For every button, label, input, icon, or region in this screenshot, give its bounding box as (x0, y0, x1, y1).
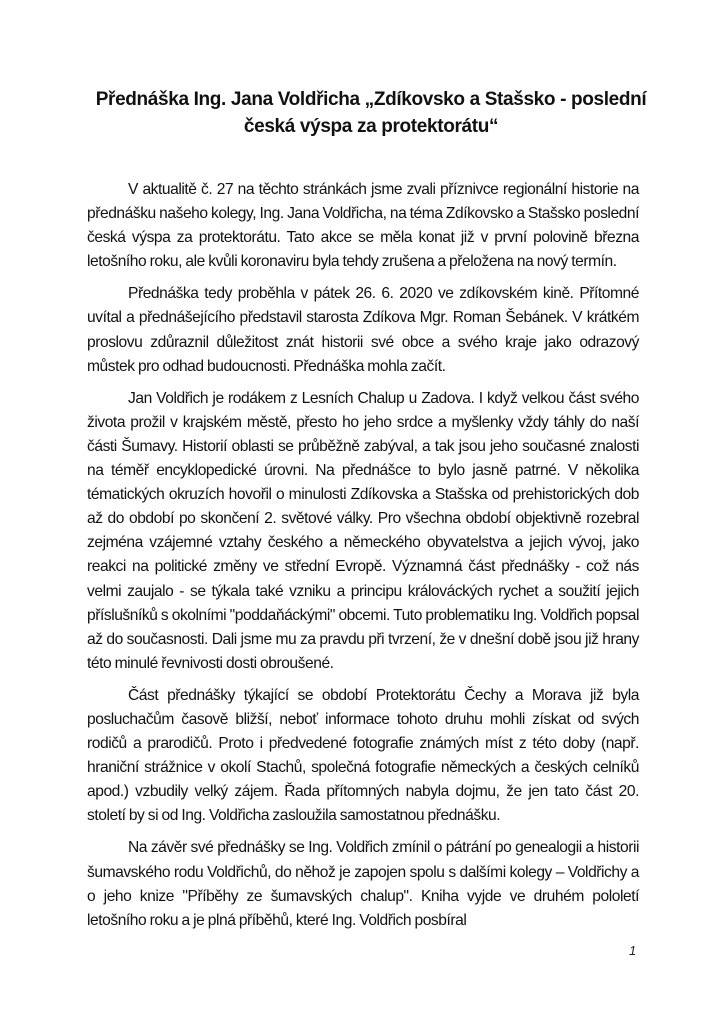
paragraph-event-opening: Přednáška tedy proběhla v pátek 26. 6. 2020 ve zdíkovském kině. Přítomné uvítal a přednášejícího představil starosta Zdíkova Mgr. Roman Šebánek. V krátkém proslovu zdůraznil důležitost znát historii své obce a svého kraje jako odrazový můstek pro odhad budoucnosti. Přednáška mohla začít. (87, 285, 639, 375)
paragraph-conclusion: Na závěr své přednášky se Ing. Voldřich zmínil o pátrání po genealogii a historii šumavského rodu Voldřichů, do něhož je zapojen spolu s dalšími kolegy – Voldřichy a o jeho knize "Příběhy ze šumavských chalup". Kniha vyjde ve druhém pololetí letošního roku a je plná příběhů, které Ing. Voldřich posbíral (87, 839, 639, 929)
paragraph-announcement: V aktualitě č. 27 na těchto stránkách jsme zvali příznivce regionální historie na přednášku našeho kolegy, Ing. Jana Voldřicha, na téma Zdíkovsko a Stašsko poslední česká výspa za protektorátu. Tato akce se měla konat již v první polovině března letošního roku, ale kvůli koronaviru byla tehdy zrušena a přeložena na nový termín. (87, 181, 639, 271)
paragraph-speaker-background: Jan Voldřich je rodákem z Lesních Chalup u Zadova. I když velkou část svého života prožil v krajském městě, přesto ho jeho srdce a myšlenky vždy táhly do naší části Šumavy. Historií oblasti se průběžně zabýval, a tak jsou jeho současné znalosti na téměř encyklopedické úrovni. Na přednášce to bylo jasně patrné. V několika tématických okruzích hovořil o minulosti Zdíkovska a Stašska od prehistorických dob až do období po skončení 2. světové války. Pro všechna období objektivně rozebral zejména vzájemné vztahy českého a německého obyvatelstva a jejich vývoj, jako reakci na politické změny ve střední Evropě. Významná část přednášky - což nás velmi zaujalo - se týkala také vzniku a principu králováckých rychet a soužití jejich příslušníků s okolními "poddaňáckými" obcemi. Tuto problematiku Ing. Voldřich popsal až do současnosti. Dali jsme mu za pravdu při tvrzení, že v dnešní době jsou již hrany této minulé řevnivosti dosti obroušené. (87, 389, 639, 672)
paragraph-protectorate-period: Část přednášky týkající se období Protektorátu Čechy a Morava již byla posluchačům časově bližší, neboť informace tohoto druhu mohli získat od svých rodičů a prarodičů. Proto i předvedené fotografie známých míst z této doby (např. hraniční strážnice v okolí Stachů, společná fotografie německých a českých celníků apod.) vzbudily velký zájem. Řada přítomných nabyla dojmu, že jen tato část 20. století by si od Ing. Voldřicha zasloužila samostatnou přednášku. (87, 686, 639, 825)
document-title: Přednáška Ing. Jana Voldřicha „Zdíkovsko a Stašsko - poslední česká výspa za protektorátu“ (95, 89, 647, 137)
document-body (87, 178, 639, 941)
page-number: 1 (629, 943, 637, 958)
